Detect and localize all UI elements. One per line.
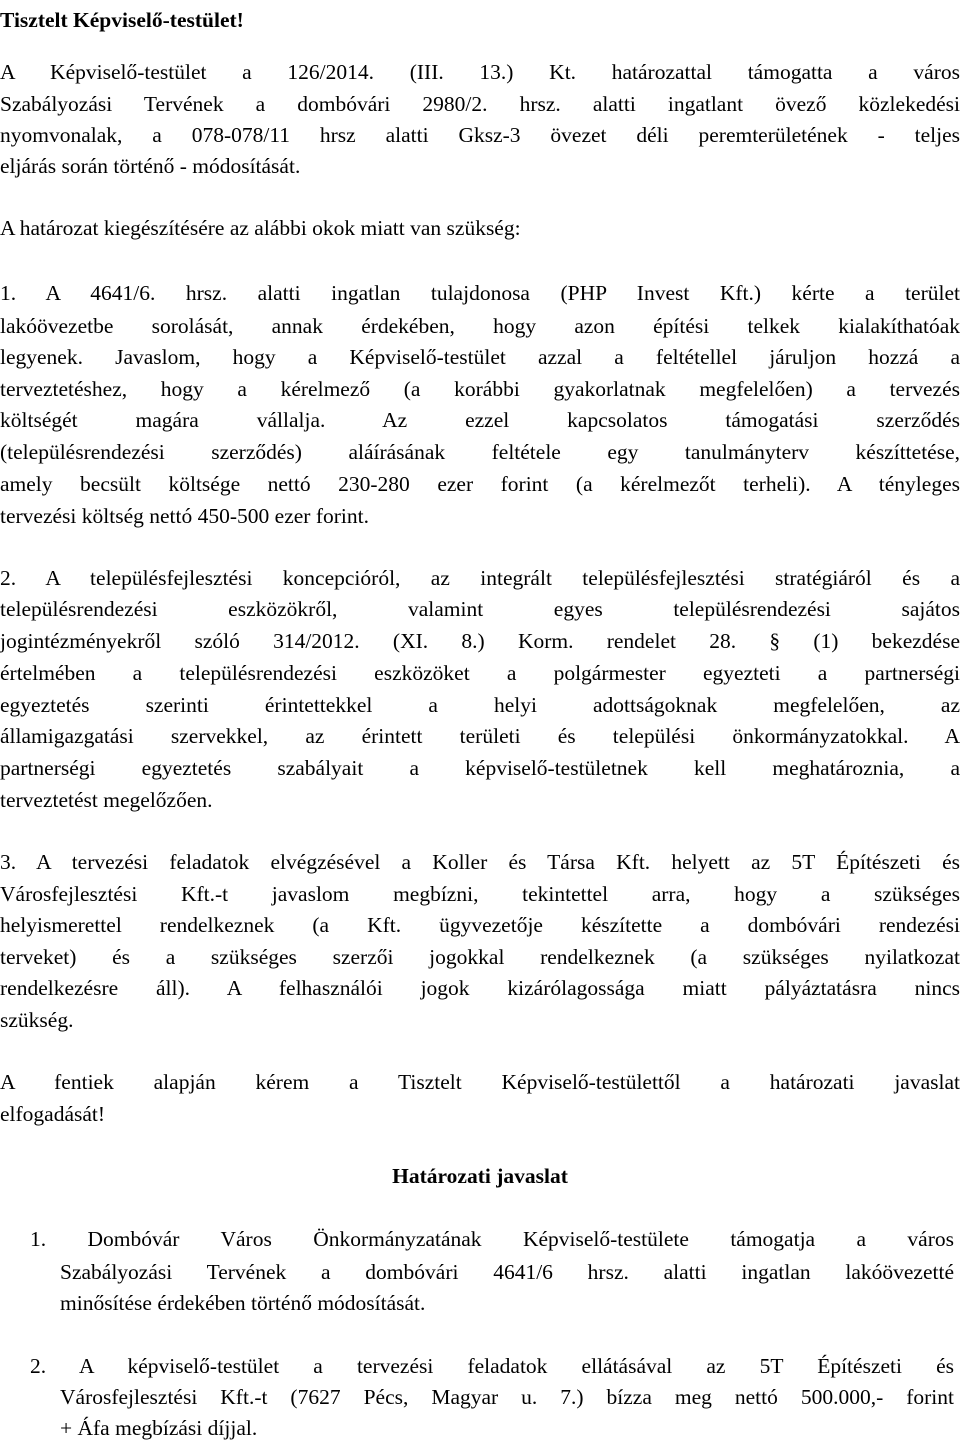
intro-line: nyomvonalak, a 078-078/11 hrsz alatti Gksz-3 övezet déli peremterületének - teljes xyxy=(0,123,960,147)
point-1-line: legyenek. Javaslom, hogy a Képviselő-testület azzal a feltétellel járuljon hozzá a xyxy=(0,345,960,369)
intro-line: Szabályozási Tervének a dombóvári 2980/2. hrsz. alatti ingatlant övező közlekedési xyxy=(0,92,960,116)
point-2-line: 2. A településfejlesztési koncepcióról, az integrált településfejlesztési stratégiáról és a xyxy=(0,566,960,590)
point-3-line: rendelkezésre áll). A felhasználói jogok kizárólagossága miatt pályáztatásra nincs xyxy=(0,976,960,1000)
point-2-line: terveztetést megelőzően. xyxy=(0,788,213,812)
point-2-line: államigazgatási szervekkel, az érintett területi és települési önkormányzatokkal. A xyxy=(0,724,960,748)
reason-intro: A határozat kiegészítésére az alábbi okok miatt van szükség: xyxy=(0,216,521,240)
proposal-1-line: Szabályozási Tervének a dombóvári 4641/6 hrsz. alatti ingatlan lakóövezetté xyxy=(60,1260,954,1284)
point-1-line: lakóövezetbe sorolását, annak érdekében, hogy azon építési telkek kialakíthatóak xyxy=(0,314,960,338)
request-line: A fentiek alapján kérem a Tisztelt Képviselő-testülettől a határozati javaslat xyxy=(0,1070,960,1094)
point-1-line: (településrendezési szerződés) aláírásának feltétele egy tanulmányterv készíttetése, xyxy=(0,440,960,464)
request-line: elfogadását! xyxy=(0,1102,106,1126)
proposal-1-line: 1. Dombóvár Város Önkormányzatának Képviselő-testülete támogatja a város xyxy=(30,1227,954,1251)
point-2-line: településrendezési eszközökről, valamint egyes településrendezési sajátos xyxy=(0,597,960,621)
point-1-line: költségét magára vállalja. Az ezzel kapcsolatos támogatási szerződés xyxy=(0,408,960,432)
intro-line: A Képviselő-testület a 126/2014. (III. 13.) Kt. határozattal támogatta a város xyxy=(0,60,960,84)
proposal-1-line: minősítése érdekében történő módosítását. xyxy=(60,1291,426,1315)
proposal-title: Határozati javaslat xyxy=(392,1164,568,1188)
proposal-2-line: + Áfa megbízási díjjal. xyxy=(60,1416,258,1440)
point-3-line: Városfejlesztési Kft.-t javaslom megbízni, tekintettel arra, hogy a szükséges xyxy=(0,882,960,906)
point-3-line: 3. A tervezési feladatok elvégzésével a Koller és Társa Kft. helyett az 5T Építészeti és xyxy=(0,850,960,874)
proposal-2-line: Városfejlesztési Kft.-t (7627 Pécs, Magyar u. 7.) bízza meg nettó 500.000,- forint xyxy=(60,1385,954,1409)
point-1-line: tervezési költség nettó 450-500 ezer forint. xyxy=(0,504,369,528)
point-3-line: terveket) és a szükséges szerzői jogokkal rendelkeznek (a szükséges nyilatkozat xyxy=(0,945,960,969)
point-3-line: szükség. xyxy=(0,1008,74,1032)
point-1-line: amely becsült költsége nettó 230-280 ezer forint (a kérelmezőt terheli). A tényleges xyxy=(0,472,960,496)
point-2-line: partnerségi egyeztetés szabályait a képviselő-testületnek kell meghatároznia, a xyxy=(0,756,960,780)
point-1-line: terveztetéshez, hogy a kérelmező (a korábbi gyakorlatnak megfelelően) a tervezés xyxy=(0,377,960,401)
point-1-line: 1. A 4641/6. hrsz. alatti ingatlan tulajdonosa (PHP Invest Kft.) kérte a terület xyxy=(0,281,960,305)
proposal-2-line: 2. A képviselő-testület a tervezési feladatok ellátásával az 5T Építészeti és xyxy=(30,1354,954,1378)
point-3-line: helyismerettel rendelkeznek (a Kft. ügyvezetője készítette a dombóvári rendezési xyxy=(0,913,960,937)
point-2-line: egyeztetés szerinti érintettekkel a helyi adottságoknak megfelelően, az xyxy=(0,693,960,717)
point-2-line: értelmében a településrendezési eszközöket a polgármester egyezteti a partnerségi xyxy=(0,661,960,685)
intro-line: eljárás során történő - módosítását. xyxy=(0,154,301,178)
point-2-line: jogintézményekről szóló 314/2012. (XI. 8.) Korm. rendelet 28. § (1) bekezdése xyxy=(0,629,960,653)
salutation: Tisztelt Képviselő-testület! xyxy=(0,8,244,32)
